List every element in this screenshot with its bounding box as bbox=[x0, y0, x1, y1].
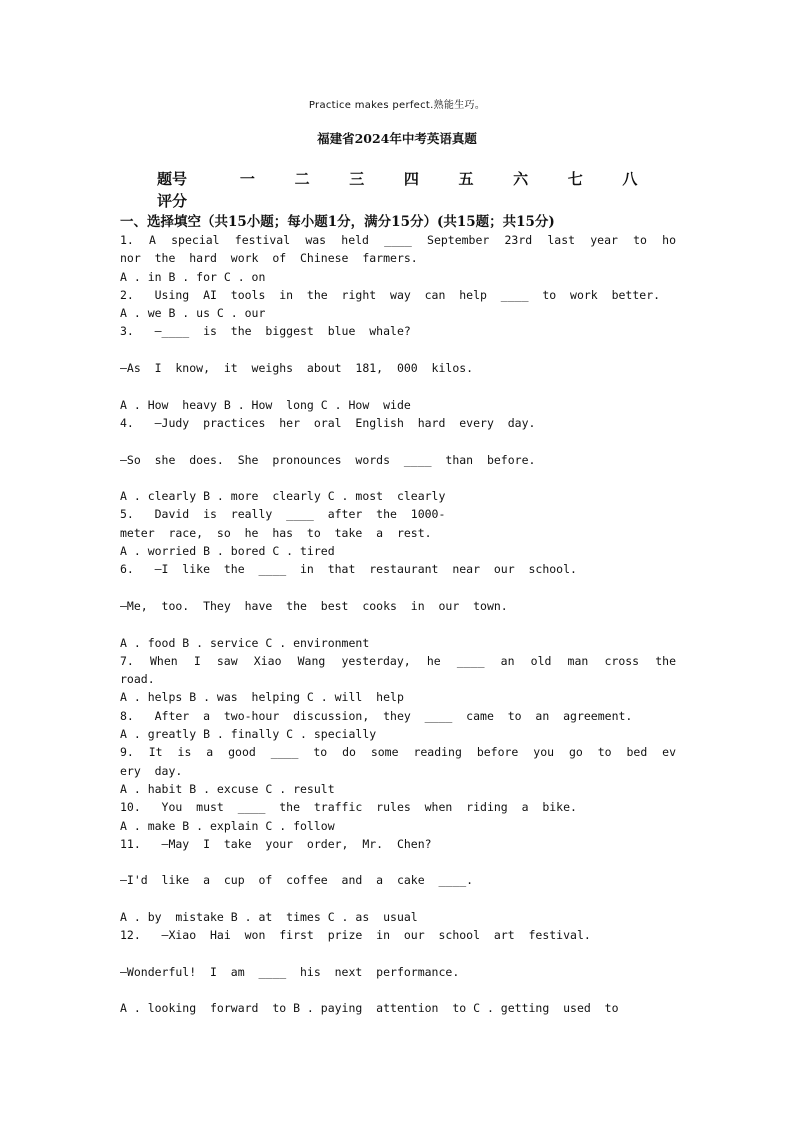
text-line: 10. You must ____ the traffic rules when riding a bike. bbox=[120, 800, 577, 815]
section-column: 二 bbox=[294, 170, 310, 188]
blank-line bbox=[120, 615, 676, 633]
section-column: 七 bbox=[567, 170, 583, 188]
text-line: 8. After a two-hour discussion, they ____ came to an agreement. bbox=[120, 708, 633, 723]
section-column: 八 bbox=[622, 170, 638, 188]
header-motto: Practice makes perfect.熟能生巧。 bbox=[308, 100, 486, 111]
text-line: A . by mistake B . at times C . as usual bbox=[120, 909, 418, 924]
text-line: ery day. bbox=[120, 763, 183, 778]
document-title: 福建省2024年中考英语真题 bbox=[317, 131, 477, 146]
text-line: 4. —Judy practices her oral English hard every day. bbox=[120, 415, 536, 430]
text-line: 2. Using AI tools in the right way can help ____ to work better. bbox=[120, 287, 661, 302]
text-line: A . greatly B . finally C . specially bbox=[120, 727, 377, 742]
text-line: A . How heavy B . How long C . How wide bbox=[120, 397, 411, 412]
section-column: 五 bbox=[458, 170, 474, 188]
question-number-label: 题号 bbox=[157, 170, 188, 188]
section-column: 三 bbox=[349, 170, 365, 188]
text-line: —As I know, it weighs about 181, 000 kilos. bbox=[120, 361, 474, 376]
text-line: A . food B . service C . environment bbox=[120, 635, 370, 650]
blank-line bbox=[120, 853, 676, 871]
section-column: 四 bbox=[403, 170, 419, 188]
text-line: meter race, so he has to take a rest. bbox=[120, 525, 432, 540]
section-column: 六 bbox=[513, 170, 529, 188]
text-line: 1. A special festival was held ____ September 23rd last year to ho bbox=[120, 233, 676, 247]
score-table bbox=[157, 168, 677, 212]
blank-line bbox=[120, 945, 676, 963]
text-line: road. bbox=[120, 672, 155, 687]
score-label: 评分 bbox=[157, 192, 188, 210]
text-line: —Me, too. They have the best cooks in our town. bbox=[120, 598, 508, 613]
text-line: nor the hard work of Chinese farmers. bbox=[120, 251, 418, 266]
text-line: A . looking forward to B . paying attention to C . getting used to bbox=[120, 1001, 619, 1016]
blank-line bbox=[120, 432, 676, 450]
text-line: A . clearly B . more clearly C . most clearly bbox=[120, 489, 446, 504]
question-list bbox=[120, 231, 676, 1018]
blank-line bbox=[120, 981, 676, 999]
blank-line bbox=[120, 341, 676, 359]
text-line: 12. —Xiao Hai won first prize in our school art festival. bbox=[120, 928, 591, 943]
section-column: 一 bbox=[239, 170, 255, 188]
score-table-score-row bbox=[157, 190, 677, 212]
text-line: —Wonderful! I am ____ his next performance. bbox=[120, 964, 460, 979]
text-line: A . helps B . was helping C . will help bbox=[120, 690, 404, 705]
text-line: 6. —I like the ____ in that restaurant near our school. bbox=[120, 562, 577, 577]
blank-line bbox=[120, 377, 676, 395]
text-line: A . in B . for C . on bbox=[120, 269, 266, 284]
text-line: A . habit B . excuse C . result bbox=[120, 781, 335, 796]
blank-line bbox=[120, 579, 676, 597]
text-line: 7. When I saw Xiao Wang yesterday, he ____ an old man cross the bbox=[120, 653, 676, 668]
section-title: 一、选择填空（共15小题；每小题1分，满分15分）(共15题；共15分) bbox=[120, 214, 555, 230]
text-line: —So she does. She pronounces words ____ than before. bbox=[120, 452, 536, 467]
text-line: A . make B . explain C . follow bbox=[120, 818, 335, 833]
text-line: A . we B . us C . our bbox=[120, 306, 266, 321]
text-line: 11. —May I take your order, Mr. Chen? bbox=[120, 836, 432, 851]
text-line: 5. David is really ____ after the 1000- bbox=[120, 507, 446, 522]
blank-line bbox=[120, 469, 676, 487]
score-table-header-row bbox=[157, 168, 677, 190]
text-line: —I'd like a cup of coffee and a cake ____. bbox=[120, 873, 474, 888]
text-line: 9. It is a good ____ to do some reading before you go to bed ev bbox=[120, 745, 676, 760]
text-line: A . worried B . bored C . tired bbox=[120, 544, 335, 559]
text-line: 3. —____ is the biggest blue whale? bbox=[120, 324, 411, 339]
blank-line bbox=[120, 890, 676, 908]
